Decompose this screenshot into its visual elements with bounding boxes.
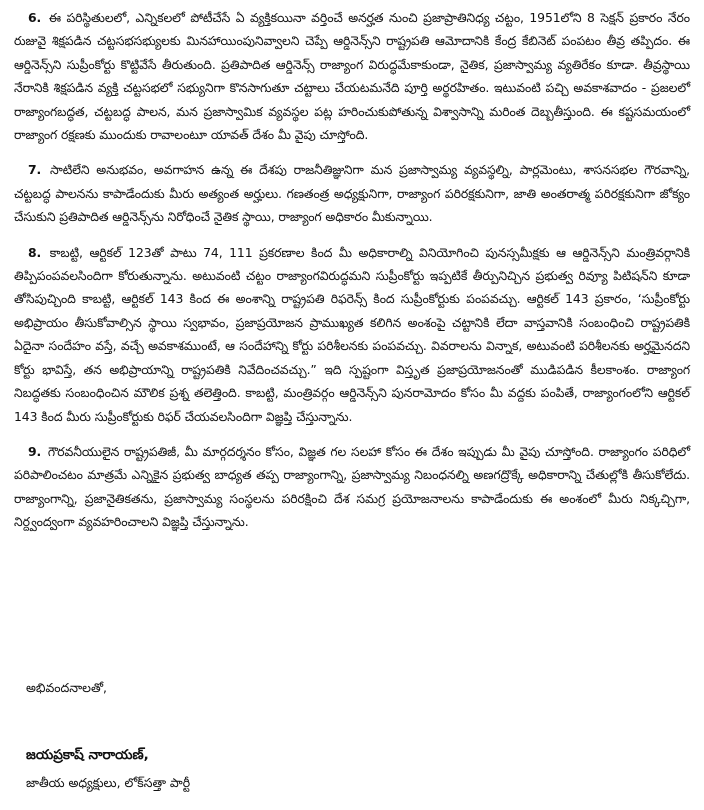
paragraph-6 [14, 6, 690, 146]
paragraph-text: కాబట్టి, ఆర్టికల్ 123తో పాటు 74, 111 ప్రకరణాల కింద మీ అధికారాల్ని వినియోగించి పునస్సమీక్షకు ఆ ఆర్డినెన్స్‌ని మంత్రివర్గానికి తిప్పిపంపవలసిందిగా కోరుతున్నాను. అటువంటి చట్టం రాజ్యాంగవిరుద్ధమని సుప్రీంకోర్టు ఇప్పటికే తీర్పునిచ్చిన ప్రభుత్వ రివ్యూ పిటిషన్‌ని కూడా తోసిపుచ్చింది కాబట్టి, ఆర్టికల్ 143 కింద ఈ అంశాన్ని రాష్ట్రపతి రిఫరెన్స్ కింద సుప్రీంకోర్టుకు పంపవచ్చు. ఆర్టికల్ 143 ప్రకారం, ‘సుప్రీంకోర్టు అభిప్రాయం తీసుకోవాల్సిన స్థాయి స్వభావం, ప్రజాప్రయోజన ప్రాముఖ్యత కలిగిన అంశంపై చట్టానికి లేదా వాస్తవానికి సంబంధించి రాష్ట్రపతికి ఏదైనా సందేహం వస్తే, వచ్చే అవకాశముంటే, ఆ సందేహాన్ని కోర్టు పరిశీలనకు పంపవచ్చు. వివరాలను విన్నాక, అటువంటి పరిశీలనకు అర్హమైనదని కోర్టు భావిస్తే, తన అభిప్రాయాన్ని రాష్ట్రపతికి నివేదించవచ్చు.” ఇది స్పష్టంగా విస్తృత ప్రజాప్రయోజనంతో ముడిపడిన కీలకాంశం. రాజ్యాంగ నిబద్ధతకు సంబంధించిన మౌలిక ప్రశ్న తలెత్తింది. కాబట్టి, మంత్రివర్గం ఆర్డినెన్స్‌ని పునరామోదం కోసం మీ వద్దకు పంపితే, రాజ్యాంగంలోని ఆర్టికల్ 143 కింద మీరు సుప్రీంకోర్టుకు రిఫర్ చేయవలసిందిగా విజ్ఞప్తి చేస్తున్నాను. [14, 244, 691, 424]
signatory-title: జాతీయ అధ్యక్షులు, లోక్‌సత్తా పార్టీ [26, 775, 191, 790]
paragraph-number: 8. [28, 244, 42, 260]
paragraph-number: 9. [28, 443, 42, 459]
paragraph-text: సాటిలేని అనుభవం, అవగాహన ఉన్న ఈ దేశపు రాజనీతిజ్ఞునిగా మన ప్రజాస్వామ్య వ్యవస్థల్ని, పార్లమెంటు, శాసనసభల గౌరవాన్ని, చట్టబద్ధ పాలనను కాపాడేందుకు మీరు అత్యంత అర్హులు. గణతంత్ర అధ్యక్షునిగా, రాజ్యాంగ పరిరక్షకునిగా, జాతి అంతరాత్మ పరిరక్షకునిగా జోక్యం చేసుకుని ప్రతిపాదిత ఆర్డినెన్స్‌ను నిరోధించే నైతిక స్థాయి, రాజ్యాంగ అధికారం మీకున్నాయి. [14, 162, 690, 225]
paragraph-number: 7. [28, 162, 42, 178]
paragraph-text: గౌరవనీయులైన రాష్ట్రపతిజీ, మీ మార్గదర్శనం కోసం, విజ్ఞత గల సలహా కోసం ఈ దేశం ఇప్పుడు మీ వైపు చూస్తోంది. రాజ్యాంగం పరిధిలో పరిపాలించటం మాత్రమే ఎన్నికైన ప్రభుత్వ బాధ్యత తప్ప రాజ్యాంగాన్ని, ప్రజాస్వామ్య నిబంధనల్ని అణగద్రొక్కే అధికారాన్ని చేతుల్లోకి తీసుకోలేదు. రాజ్యాంగాన్ని, ప్రజానైతికతను, ప్రజాస్వామ్య సంస్థలను పరిరక్షించి దేశ సమగ్ర ప్రయోజనాలను కాపాడేందుకు ఈ అంశంలో మీరు నిక్కచ్చిగా, నిర్ద్వంద్వంగా వ్యవహరించాలని విజ్ఞప్తి చేస్తున్నాను. [14, 443, 690, 530]
paragraph-9 [14, 440, 690, 534]
paragraph-number: 6. [28, 10, 42, 25]
signatory-name: జయప్రకాష్ నారాయణ్, [26, 747, 149, 763]
closing-salutation: అభివందనాలతో, [26, 680, 107, 695]
paragraph-8 [14, 241, 690, 428]
paragraph-text: ఈ పరిస్థితులలో, ఎన్నికలలో పోటీచేసే ఏ వ్యక్తికయినా వర్తించే అనర్హత నుంచి ప్రజాప్రాతినిధ్య చట్టం, 1951లోని 8 సెక్షన్ ప్రకారం నేరం రుజువై శిక్షపడిన చట్టసభసభ్యులకు మినహాయింపునివ్వాలని చెప్పే ఆర్డినెన్స్‌ని రాష్ట్రపతి ఆమోదానికి కేంద్ర కేబినెట్ పంపటం తీవ్ర తప్పిదం. ఈ ఆర్డినెన్స్‌ని సుప్రీంకోర్టు కొట్టివేసే తీరుతుంది. ప్రతిపాదిత ఆర్డినెన్స్ రాజ్యాంగ విరుద్ధమేకాకుండా, నైతిక, ప్రజాస్వామ్య వ్యతిరేకం కూడా. తీవ్రస్థాయి నేరానికి శిక్షపడిన వ్యక్తి చట్టసభలో సభ్యునిగా కొనసాగుతూ చట్టాలు చేయటమనేది పూర్తి అర్థరహితం. ఇటువంటి పచ్చి అవకాశవాదం - ప్రజలలో రాజ్యాంగబద్ధత, చట్టబద్ధ పాలన, మన ప్రజాస్వామిక వ్యవస్థల పట్ల హరించుకుపోతున్న విశ్వాసాన్ని మరింత దెబ్బతీస్తుంది. ఈ కష్టసమయంలో రాజ్యాంగ రక్షణకు ముందుకు రావాలంటూ యావత్ దేశం మీ వైపు చూస్తోంది. [14, 10, 690, 143]
paragraph-7 [14, 158, 690, 228]
signature-block [26, 744, 190, 800]
